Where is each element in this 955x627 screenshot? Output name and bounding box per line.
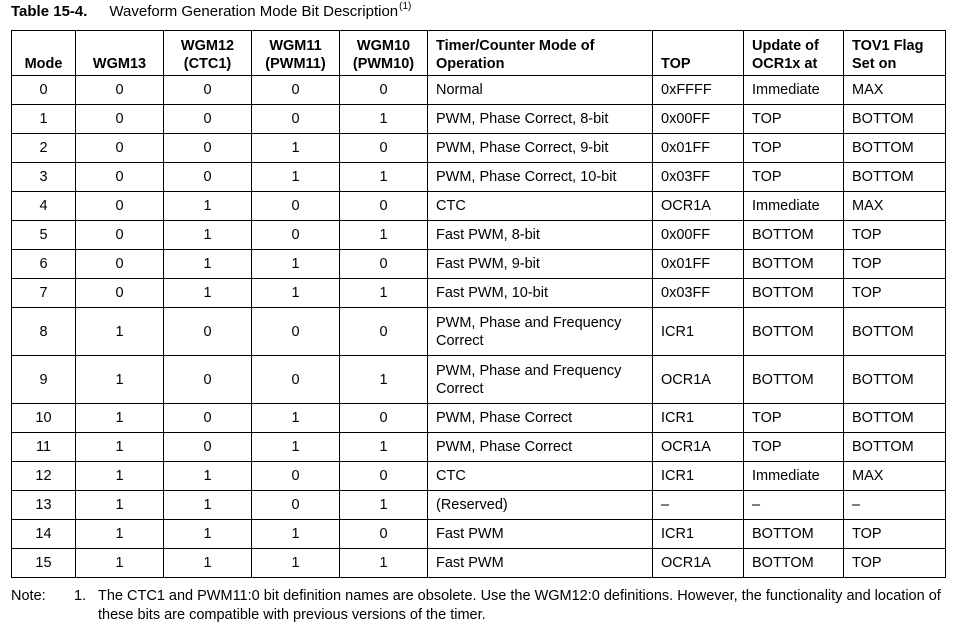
cell-mode: 9 — [12, 356, 76, 404]
cell-update: TOP — [744, 105, 844, 134]
cell-operation: PWM, Phase Correct — [428, 433, 653, 462]
header-text: Set on — [852, 56, 897, 72]
cell-wgm12: 1 — [164, 462, 252, 491]
waveform-generation-mode-table — [11, 30, 946, 578]
cell-update: TOP — [744, 433, 844, 462]
cell-wgm11: 1 — [252, 404, 340, 433]
cell-wgm12: 0 — [164, 308, 252, 356]
cell-operation: Fast PWM — [428, 549, 653, 578]
cell-mode: 5 — [12, 221, 76, 250]
cell-wgm10: 0 — [340, 404, 428, 433]
cell-wgm10: 0 — [340, 134, 428, 163]
header-text: TOV1 Flag — [852, 38, 924, 54]
header-update — [744, 31, 844, 76]
table-row — [12, 433, 946, 462]
cell-wgm11: 0 — [252, 221, 340, 250]
cell-top: 0x00FF — [653, 105, 744, 134]
cell-wgm11: 0 — [252, 76, 340, 105]
cell-wgm10: 1 — [340, 549, 428, 578]
cell-operation: Fast PWM, 9-bit — [428, 250, 653, 279]
header-wgm11 — [252, 31, 340, 76]
cell-mode: 0 — [12, 76, 76, 105]
cell-mode: 12 — [12, 462, 76, 491]
cell-update: BOTTOM — [744, 549, 844, 578]
cell-top: 0x01FF — [653, 134, 744, 163]
table-row — [12, 105, 946, 134]
cell-wgm13: 0 — [76, 279, 164, 308]
cell-tov1: BOTTOM — [844, 404, 946, 433]
cell-operation: (Reserved) — [428, 491, 653, 520]
cell-wgm12: 0 — [164, 404, 252, 433]
cell-operation: PWM, Phase and Frequency Correct — [428, 356, 653, 404]
note-label: Note: — [11, 588, 46, 604]
cell-tov1: BOTTOM — [844, 134, 946, 163]
header-text: Timer/Counter Mode of — [436, 38, 595, 54]
cell-top: OCR1A — [653, 433, 744, 462]
cell-wgm11: 1 — [252, 134, 340, 163]
cell-wgm10: 1 — [340, 105, 428, 134]
cell-wgm12: 0 — [164, 105, 252, 134]
cell-top: ICR1 — [653, 462, 744, 491]
cell-operation: PWM, Phase Correct — [428, 404, 653, 433]
cell-wgm13: 1 — [76, 356, 164, 404]
cell-top: OCR1A — [653, 549, 744, 578]
table-row — [12, 549, 946, 578]
cell-wgm11: 1 — [252, 279, 340, 308]
header-top — [653, 31, 744, 76]
cell-wgm10: 1 — [340, 433, 428, 462]
cell-operation: Normal — [428, 76, 653, 105]
cell-update: TOP — [744, 404, 844, 433]
cell-wgm12: 1 — [164, 192, 252, 221]
cell-wgm11: 0 — [252, 105, 340, 134]
cell-wgm12: 1 — [164, 520, 252, 549]
cell-wgm12: 1 — [164, 549, 252, 578]
cell-tov1: BOTTOM — [844, 105, 946, 134]
header-row — [12, 31, 946, 76]
note-text: The CTC1 and PWM11:0 bit definition names are obsolete. Use the WGM12:0 definitions. However, the functionality and location of these bits are compatible with previous versions of the timer. — [98, 588, 941, 623]
cell-update: Immediate — [744, 192, 844, 221]
header-text: (PWM10) — [352, 56, 415, 72]
header-text: Operation — [436, 56, 505, 72]
table-caption — [11, 3, 411, 23]
cell-mode: 13 — [12, 491, 76, 520]
cell-wgm13: 1 — [76, 462, 164, 491]
cell-top: 0xFFFF — [653, 76, 744, 105]
table-note — [11, 587, 945, 625]
cell-tov1: MAX — [844, 76, 946, 105]
cell-wgm13: 1 — [76, 549, 164, 578]
cell-operation: PWM, Phase Correct, 9-bit — [428, 134, 653, 163]
cell-wgm10: 0 — [340, 308, 428, 356]
table-row — [12, 192, 946, 221]
cell-update: BOTTOM — [744, 250, 844, 279]
cell-wgm12: 0 — [164, 163, 252, 192]
cell-wgm12: 0 — [164, 76, 252, 105]
cell-tov1: BOTTOM — [844, 433, 946, 462]
header-text: WGM11 — [269, 38, 322, 54]
table-row — [12, 221, 946, 250]
cell-wgm13: 0 — [76, 134, 164, 163]
cell-update: BOTTOM — [744, 520, 844, 549]
cell-wgm13: 0 — [76, 192, 164, 221]
cell-wgm11: 1 — [252, 163, 340, 192]
cell-wgm13: 0 — [76, 221, 164, 250]
cell-wgm10: 1 — [340, 221, 428, 250]
table-row — [12, 356, 946, 404]
cell-operation: Fast PWM, 10-bit — [428, 279, 653, 308]
cell-wgm12: 0 — [164, 134, 252, 163]
cell-wgm12: 1 — [164, 250, 252, 279]
cell-top: OCR1A — [653, 356, 744, 404]
header-text: WGM10 — [356, 38, 411, 54]
cell-top: ICR1 — [653, 308, 744, 356]
cell-wgm10: 0 — [340, 462, 428, 491]
cell-wgm11: 1 — [252, 250, 340, 279]
cell-operation: CTC — [428, 192, 653, 221]
cell-update: BOTTOM — [744, 308, 844, 356]
header-wgm13 — [76, 31, 164, 76]
cell-mode: 7 — [12, 279, 76, 308]
cell-wgm13: 1 — [76, 308, 164, 356]
cell-wgm13: 1 — [76, 433, 164, 462]
cell-operation: PWM, Phase Correct, 8-bit — [428, 105, 653, 134]
cell-wgm13: 1 — [76, 520, 164, 549]
cell-wgm11: 0 — [252, 491, 340, 520]
table-row — [12, 308, 946, 356]
cell-wgm12: 0 — [164, 433, 252, 462]
cell-update: – — [744, 491, 844, 520]
table-row — [12, 76, 946, 105]
table-row — [12, 163, 946, 192]
header-text: Mode — [24, 56, 63, 72]
cell-operation: Fast PWM — [428, 520, 653, 549]
cell-wgm13: 0 — [76, 105, 164, 134]
cell-wgm13: 1 — [76, 404, 164, 433]
cell-top: ICR1 — [653, 520, 744, 549]
cell-wgm11: 0 — [252, 462, 340, 491]
table-number: Table 15-4. — [11, 3, 88, 20]
cell-wgm11: 0 — [252, 356, 340, 404]
table-row — [12, 491, 946, 520]
table-title: Waveform Generation Mode Bit Description — [109, 3, 399, 20]
table-row — [12, 520, 946, 549]
cell-top: 0x03FF — [653, 279, 744, 308]
cell-wgm11: 0 — [252, 308, 340, 356]
cell-wgm12: 1 — [164, 279, 252, 308]
cell-wgm12: 1 — [164, 221, 252, 250]
cell-wgm10: 1 — [340, 356, 428, 404]
cell-tov1: BOTTOM — [844, 356, 946, 404]
note-number: 1. — [74, 588, 87, 604]
cell-tov1: TOP — [844, 549, 946, 578]
cell-mode: 11 — [12, 433, 76, 462]
cell-mode: 4 — [12, 192, 76, 221]
header-tov1 — [844, 31, 946, 76]
header-operation — [428, 31, 653, 76]
cell-update: TOP — [744, 163, 844, 192]
table-row — [12, 250, 946, 279]
table-row — [12, 279, 946, 308]
cell-wgm11: 1 — [252, 520, 340, 549]
cell-top: 0x01FF — [653, 250, 744, 279]
cell-mode: 15 — [12, 549, 76, 578]
cell-wgm12: 1 — [164, 491, 252, 520]
cell-operation: PWM, Phase and Frequency Correct — [428, 308, 653, 356]
footnote-reference: (1) — [399, 1, 412, 12]
table-body — [12, 76, 946, 578]
cell-wgm13: 0 — [76, 163, 164, 192]
cell-tov1: MAX — [844, 462, 946, 491]
cell-mode: 1 — [12, 105, 76, 134]
cell-update: Immediate — [744, 462, 844, 491]
cell-top: OCR1A — [653, 192, 744, 221]
cell-mode: 6 — [12, 250, 76, 279]
cell-wgm12: 0 — [164, 356, 252, 404]
header-text: WGM12 — [180, 38, 235, 54]
header-text: WGM13 — [92, 56, 147, 72]
cell-wgm10: 0 — [340, 520, 428, 549]
cell-update: Immediate — [744, 76, 844, 105]
cell-tov1: TOP — [844, 279, 946, 308]
cell-mode: 14 — [12, 520, 76, 549]
cell-operation: Fast PWM, 8-bit — [428, 221, 653, 250]
cell-wgm13: 0 — [76, 250, 164, 279]
cell-tov1: BOTTOM — [844, 163, 946, 192]
cell-wgm11: 1 — [252, 433, 340, 462]
header-text: Update of — [752, 38, 819, 54]
cell-tov1: MAX — [844, 192, 946, 221]
cell-tov1: TOP — [844, 221, 946, 250]
cell-update: BOTTOM — [744, 221, 844, 250]
cell-tov1: BOTTOM — [844, 308, 946, 356]
cell-update: BOTTOM — [744, 356, 844, 404]
cell-wgm11: 0 — [252, 192, 340, 221]
cell-update: BOTTOM — [744, 279, 844, 308]
cell-wgm13: 0 — [76, 76, 164, 105]
table-row — [12, 404, 946, 433]
cell-wgm10: 0 — [340, 192, 428, 221]
header-wgm10 — [340, 31, 428, 76]
cell-operation: CTC — [428, 462, 653, 491]
cell-mode: 3 — [12, 163, 76, 192]
cell-top: 0x00FF — [653, 221, 744, 250]
cell-wgm10: 0 — [340, 76, 428, 105]
cell-wgm10: 1 — [340, 491, 428, 520]
cell-top: – — [653, 491, 744, 520]
cell-mode: 10 — [12, 404, 76, 433]
cell-mode: 8 — [12, 308, 76, 356]
cell-update: TOP — [744, 134, 844, 163]
cell-operation: PWM, Phase Correct, 10-bit — [428, 163, 653, 192]
cell-wgm10: 1 — [340, 163, 428, 192]
header-text: (CTC1) — [183, 56, 232, 72]
cell-top: 0x03FF — [653, 163, 744, 192]
cell-top: ICR1 — [653, 404, 744, 433]
cell-tov1: TOP — [844, 520, 946, 549]
cell-tov1: TOP — [844, 250, 946, 279]
header-text: OCR1x at — [752, 56, 818, 72]
cell-wgm10: 0 — [340, 250, 428, 279]
header-wgm12 — [164, 31, 252, 76]
header-text: (PWM11) — [265, 56, 326, 72]
table-row — [12, 134, 946, 163]
header-text: TOP — [661, 56, 691, 72]
table-row — [12, 462, 946, 491]
cell-wgm11: 1 — [252, 549, 340, 578]
cell-mode: 2 — [12, 134, 76, 163]
cell-wgm10: 1 — [340, 279, 428, 308]
header-mode — [12, 31, 76, 76]
cell-tov1: – — [844, 491, 946, 520]
cell-wgm13: 1 — [76, 491, 164, 520]
